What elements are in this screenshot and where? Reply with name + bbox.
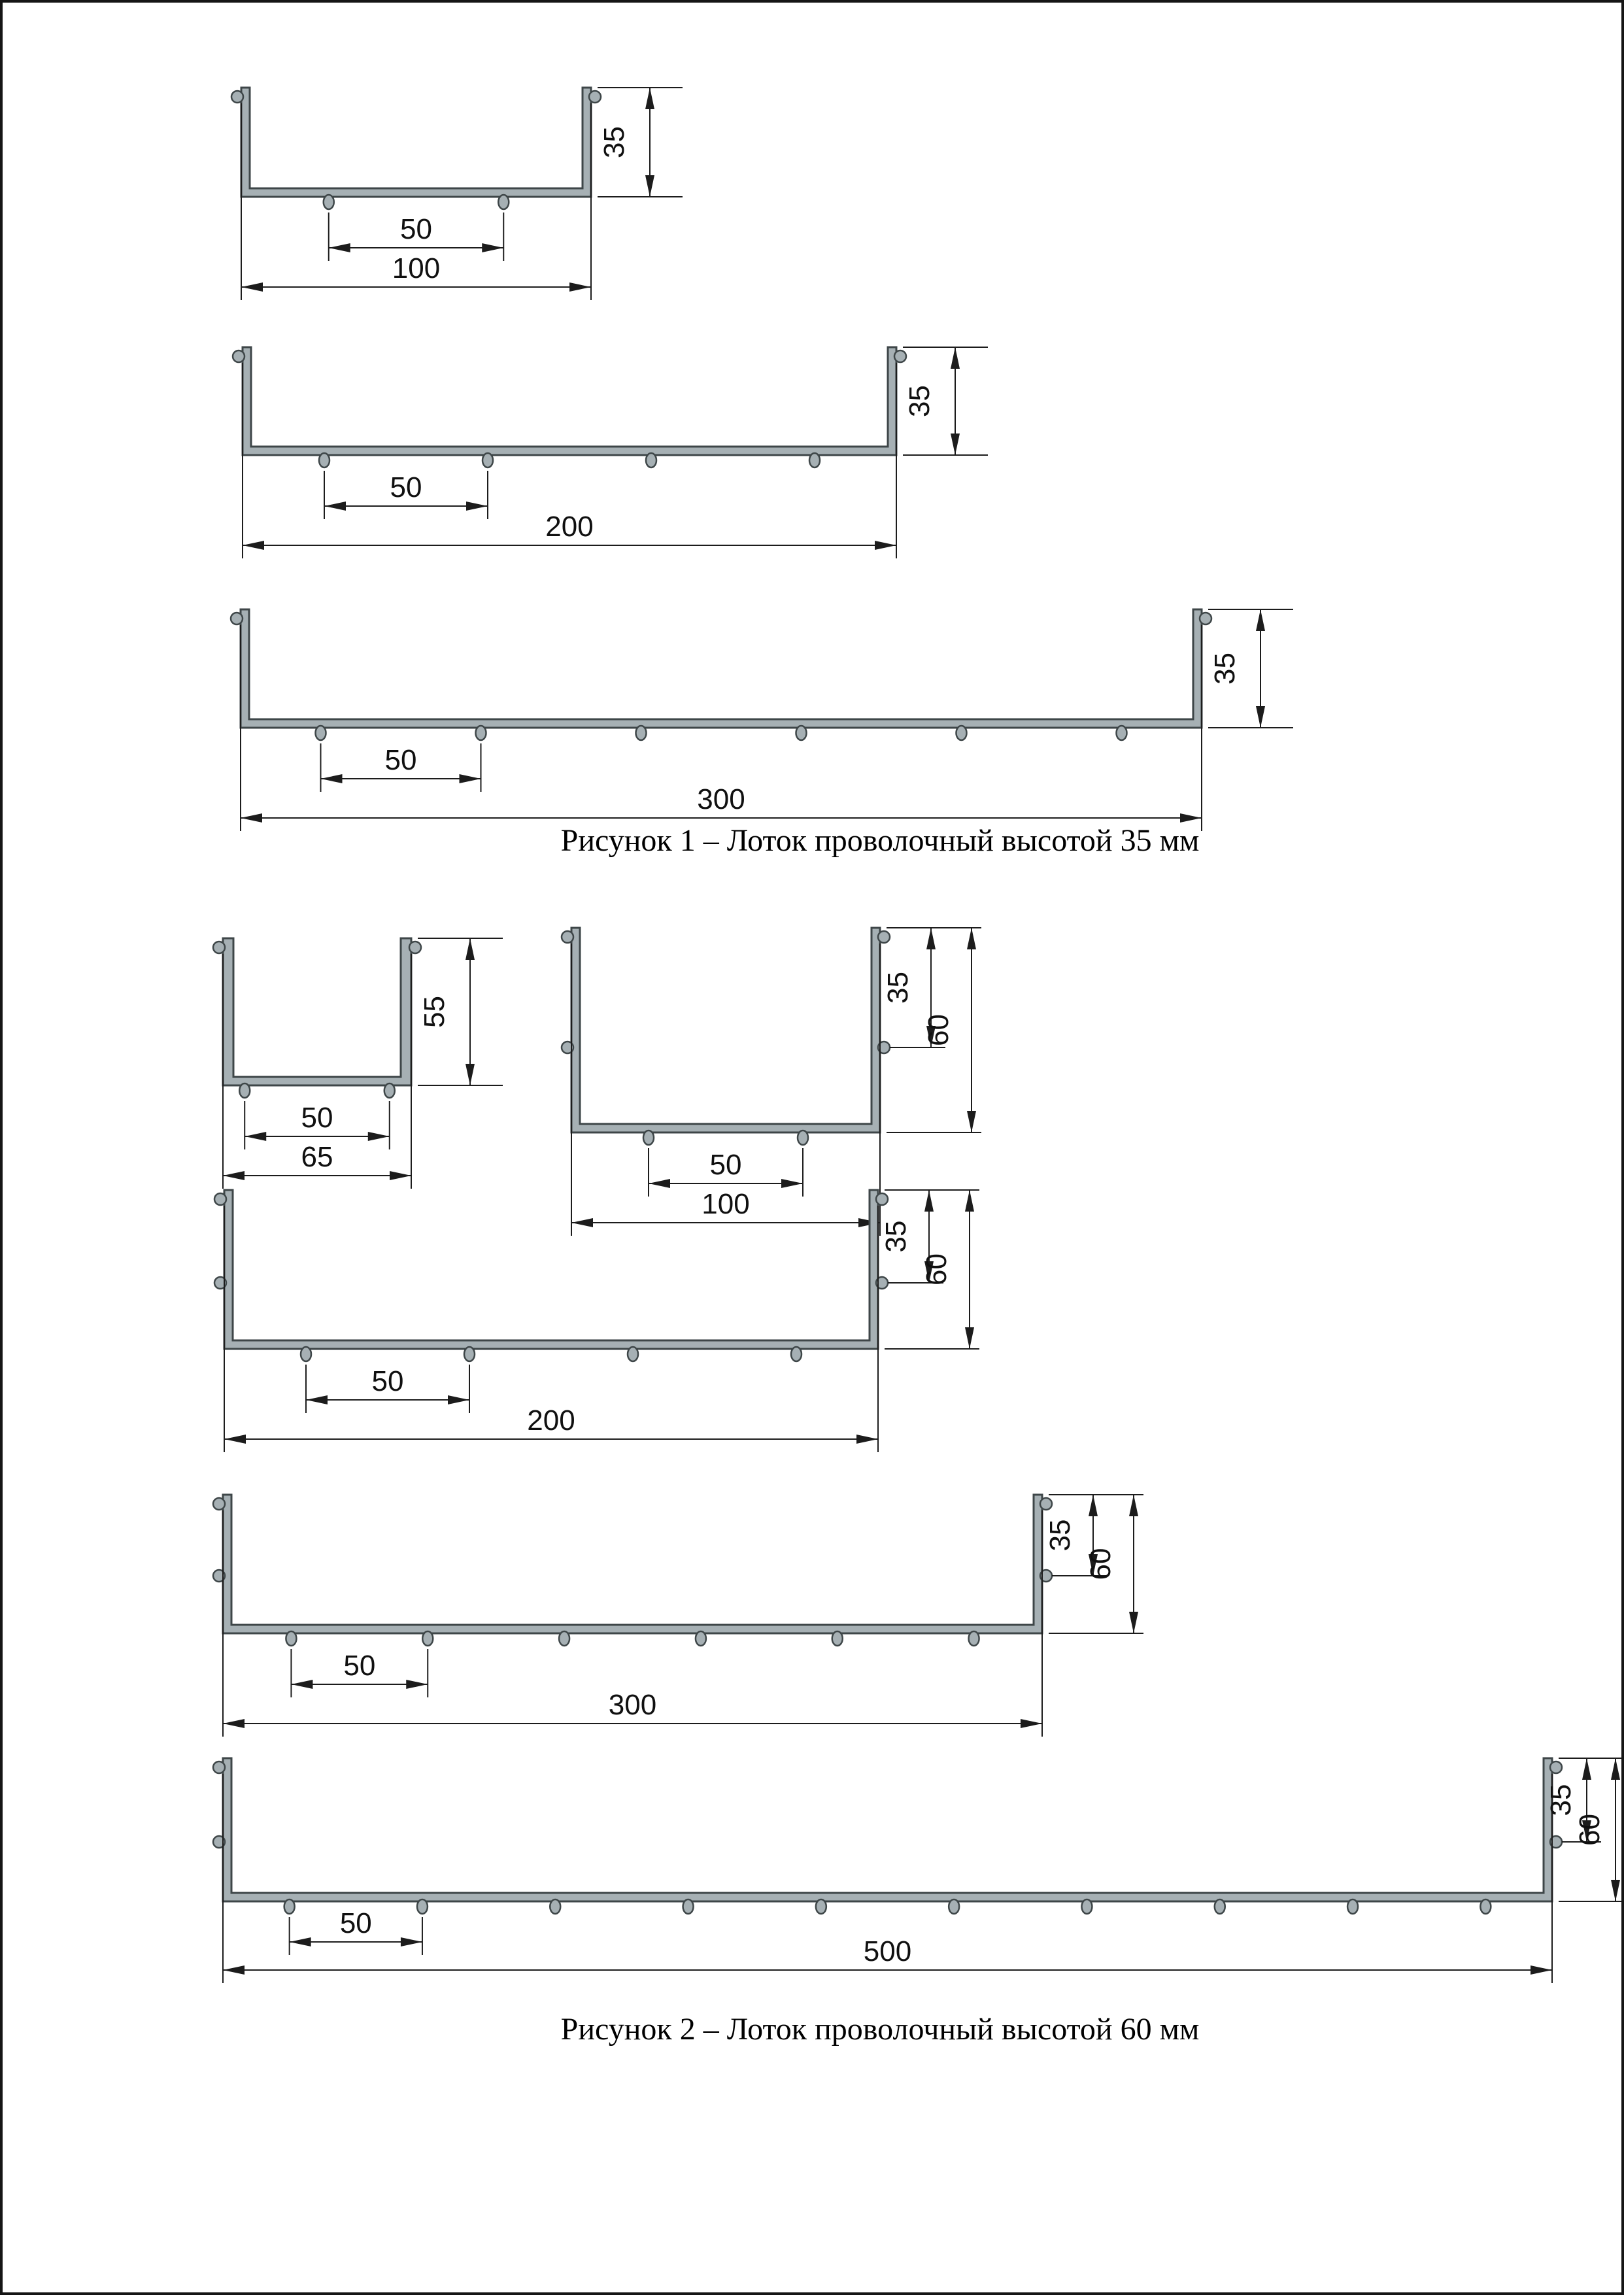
arrowhead [223,1171,245,1180]
arrowhead [965,1190,974,1212]
bottom-wire [816,1899,826,1914]
arrowhead [465,1064,475,1085]
wire-cross-section [213,1498,225,1510]
arrowhead [1611,1880,1620,1901]
wire-cross-section [894,350,906,362]
arrowhead [856,1435,878,1444]
arrowhead [967,1111,976,1132]
figure1-caption: Рисунок 1 – Лоток проволочный высотой 35 мм [560,823,1200,858]
arrowhead [321,774,343,783]
bottom-wire [956,726,967,740]
wire-spacing-label: 50 [400,213,432,245]
height-dimension-label: 35 [1209,653,1241,685]
bottom-wire [239,1083,250,1098]
bottom-wire [324,195,334,209]
bottom-wire [646,453,656,468]
tray-200x60-cross-section [214,1190,979,1452]
bottom-wire [1347,1899,1358,1914]
bottom-wire [417,1899,428,1914]
tray-profile [223,1758,1552,1901]
tray-100x35-cross-section [231,88,683,300]
wire-cross-section [233,350,245,362]
height-to-wire-label: 35 [882,972,914,1004]
arrowhead [1256,609,1265,631]
bottom-wire [949,1899,959,1914]
arrowhead [224,1435,246,1444]
bottom-wire [796,726,807,740]
arrowhead [291,1680,313,1689]
arrowhead [223,1719,245,1728]
arrowhead [290,1937,311,1946]
height-to-wire-label: 35 [1044,1519,1076,1552]
tray-300x35-cross-section [231,609,1293,831]
wire-cross-section [231,91,243,103]
wire-spacing-label: 50 [343,1650,376,1682]
wire-cross-section [213,942,225,953]
bottom-wire [683,1899,694,1914]
tray-200x35-cross-section [233,347,988,558]
width-dimension-label: 100 [702,1188,750,1220]
wire-cross-section [213,1761,225,1773]
bottom-wire [498,195,509,209]
arrowhead [781,1179,803,1188]
height-dimension-label: 60 [921,1253,953,1285]
bottom-wire [464,1347,475,1361]
arrowhead [1089,1495,1098,1516]
bottom-wire [696,1631,706,1646]
arrowhead [645,88,654,109]
height-dimension-label: 60 [1574,1814,1606,1846]
arrowhead [875,541,896,550]
tray-65x55-cross-section [213,938,503,1189]
arrowhead [649,1179,670,1188]
arrowhead [1129,1612,1138,1633]
bottom-wire [476,726,486,740]
wire-spacing-label: 50 [709,1149,742,1181]
wire-cross-section [1040,1498,1052,1510]
height-dimension-label: 35 [598,126,630,158]
arrowhead [1256,706,1265,728]
width-dimension-label: 200 [545,511,594,543]
arrowhead [324,502,346,511]
arrowhead [1021,1719,1042,1728]
bottom-wire [319,453,330,468]
tray-profile [224,1190,878,1349]
arrowhead [448,1395,469,1404]
width-dimension-label: 100 [392,252,441,284]
arrowhead [406,1680,428,1689]
arrowhead [223,1965,245,1975]
arrowhead [1129,1495,1138,1516]
arrowhead [482,243,503,252]
bottom-wire [969,1631,979,1646]
wire-spacing-label: 50 [384,744,417,776]
tray-profile [223,1495,1042,1633]
tray-profile [223,938,411,1085]
bottom-wire [550,1899,560,1914]
arrowhead [571,1218,593,1227]
bottom-wire [559,1631,569,1646]
arrowhead [390,1171,411,1180]
arrowhead [1582,1758,1591,1780]
tray-500x60-cross-section [213,1758,1624,1983]
bottom-wire [643,1130,654,1145]
wire-cross-section [409,942,421,953]
bottom-wire [482,453,493,468]
wire-spacing-label: 50 [339,1907,372,1939]
wire-spacing-label: 50 [371,1365,404,1397]
wire-cross-section [878,931,890,943]
height-to-wire-label: 35 [880,1220,912,1253]
bottom-wire [284,1899,295,1914]
tray-profile [571,928,880,1132]
wire-spacing-label: 50 [301,1102,333,1134]
arrowhead [645,175,654,197]
wire-cross-section [214,1193,226,1205]
bottom-wire [1081,1899,1092,1914]
arrowhead [329,243,350,252]
arrowhead [951,347,960,369]
arrowhead [967,928,976,949]
arrowhead [466,502,488,511]
arrowhead [241,813,262,823]
wire-cross-section [589,91,601,103]
width-dimension-label: 500 [863,1935,912,1967]
height-to-wire-label: 35 [1545,1784,1577,1816]
tray-300x60-cross-section [213,1495,1143,1737]
arrowhead [460,774,481,783]
arrowhead [243,541,264,550]
arrowhead [245,1132,266,1141]
tray-profile [243,347,896,455]
bottom-wire [809,453,820,468]
wire-spacing-label: 50 [390,471,422,503]
wire-cross-section [1200,613,1211,624]
bottom-wire [286,1631,296,1646]
arrowhead [368,1132,390,1141]
arrowhead [401,1937,422,1946]
width-dimension-label: 300 [697,783,745,815]
width-dimension-label: 200 [527,1404,575,1436]
arrowhead [1531,1965,1552,1975]
figure2-caption: Рисунок 2 – Лоток проволочный высотой 60 мм [560,2012,1200,2047]
bottom-wire [1117,726,1127,740]
bottom-wire [628,1347,638,1361]
bottom-wire [384,1083,395,1098]
height-dimension-label: 55 [418,996,450,1028]
bottom-wire [791,1347,802,1361]
tray-profile [241,88,591,197]
arrowhead [241,282,263,292]
bottom-wire [1215,1899,1225,1914]
arrowhead [926,928,936,949]
height-dimension-label: 35 [904,385,936,417]
bottom-wire [316,726,326,740]
tray-profile [241,609,1202,728]
arrowhead [1180,813,1202,823]
arrowhead [569,282,591,292]
height-dimension-label: 60 [922,1014,955,1046]
wire-cross-section [562,931,573,943]
bottom-wire [422,1631,433,1646]
arrowhead [1611,1758,1620,1780]
bottom-wire [301,1347,311,1361]
arrowhead [965,1327,974,1349]
wire-cross-section [1550,1761,1562,1773]
bottom-wire [832,1631,843,1646]
wire-tray-technical-drawing [3,3,1624,2295]
arrowhead [465,938,475,960]
bottom-wire [636,726,647,740]
arrowhead [306,1395,328,1404]
wire-cross-section [231,613,243,624]
bottom-wire [798,1130,808,1145]
bottom-wire [1480,1899,1491,1914]
width-dimension-label: 300 [608,1689,657,1721]
arrowhead [951,434,960,455]
width-dimension-label: 65 [301,1141,333,1173]
wire-cross-section [876,1193,888,1205]
height-dimension-label: 60 [1085,1548,1117,1580]
arrowhead [924,1190,934,1212]
